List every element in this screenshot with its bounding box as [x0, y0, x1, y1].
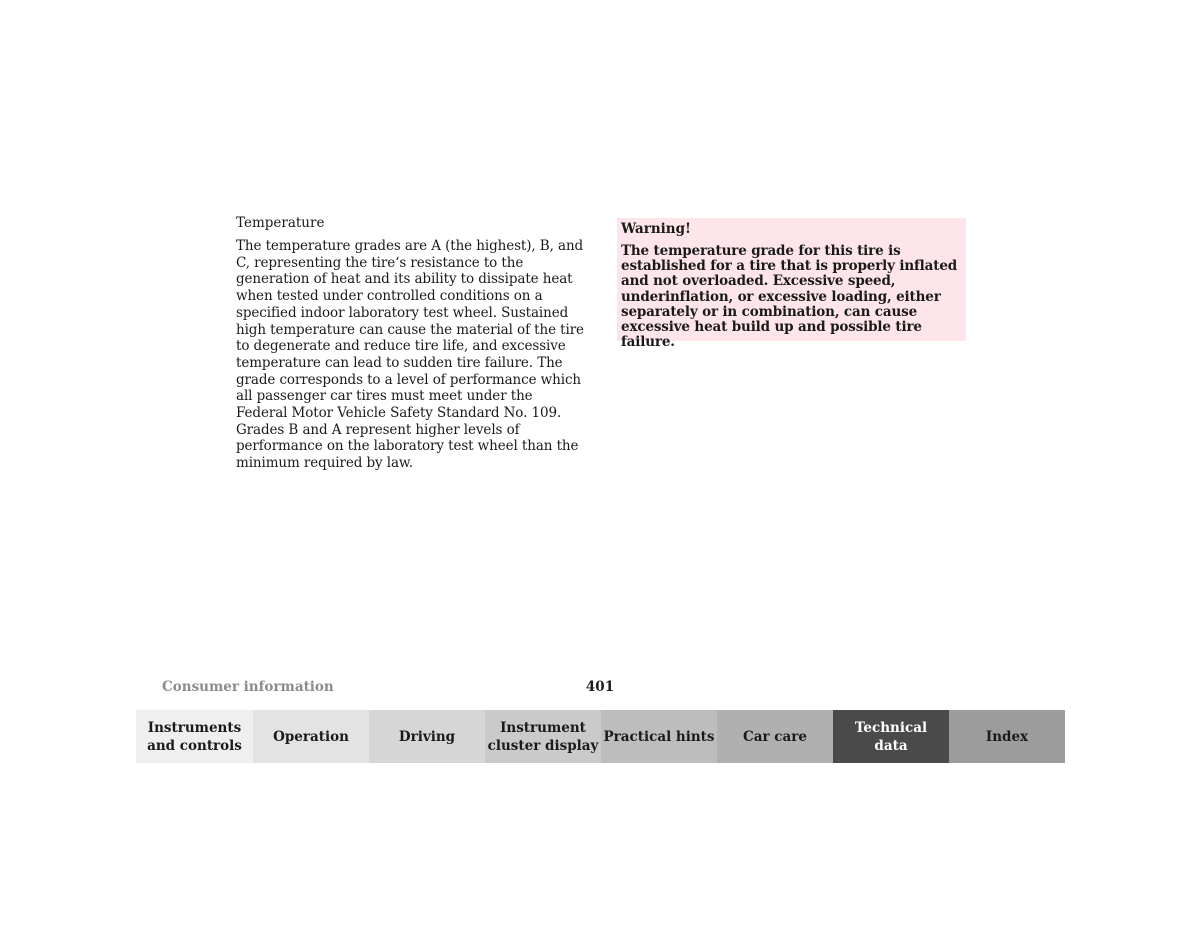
- nav-tab-practical-hints[interactable]: [601, 710, 717, 763]
- warning-text: The temperature grade for this tire is established for a tire that is properly inflated and not overloaded. Excessive speed, underinflation, or excessive loading, either separately or in combination, can cause excessive heat build up and possible tire failure.: [621, 243, 958, 351]
- nav-tab-label: Operation: [273, 728, 349, 745]
- nav-tab-index[interactable]: [949, 710, 1065, 763]
- temperature-section: [236, 215, 588, 472]
- nav-tab-technical-data[interactable]: [833, 710, 949, 763]
- nav-tab-label: Driving: [398, 728, 456, 745]
- nav-tab-operation[interactable]: [253, 710, 369, 763]
- nav-tab-instruments-and-controls[interactable]: [136, 710, 253, 763]
- nav-tab-label: Instruments and controls: [147, 719, 242, 754]
- page-number: 401: [585, 679, 615, 695]
- nav-tab-car-care[interactable]: [717, 710, 833, 763]
- nav-tab-label: Index: [985, 728, 1029, 745]
- warning-box: [617, 218, 966, 351]
- footer-section-title: Consumer information: [162, 679, 334, 695]
- nav-tab-instrument-cluster-display[interactable]: [485, 710, 601, 763]
- nav-tab-label: Technical data: [854, 719, 928, 754]
- nav-tab-label: Instrument cluster display: [487, 719, 599, 754]
- nav-tab-label: Car care: [743, 728, 807, 745]
- section-heading: Temperature: [236, 215, 325, 231]
- section-body-text: The temperature grades are A (the highest), B, and C, representing the tire‘s resistance to the generation of heat and its ability to dissipate heat when tested under controlled conditions on a specified indoor laboratory test wheel. Sustained high temperature can cause the material of the tire to degenerate and reduce tire life, and excessive temperature can lead to sudden tire failure. The grade corresponds to a level of performance which all passenger car tires must meet under the Federal Motor Vehicle Safety Standard No. 109. Grades B and A represent higher levels of performance on the laboratory test wheel than the minimum required by law.: [236, 238, 584, 472]
- nav-tab-label: Practical hints: [603, 728, 715, 745]
- chapter-nav-bar: [136, 710, 1065, 763]
- warning-title: Warning!: [621, 221, 691, 237]
- nav-tab-driving[interactable]: [369, 710, 485, 763]
